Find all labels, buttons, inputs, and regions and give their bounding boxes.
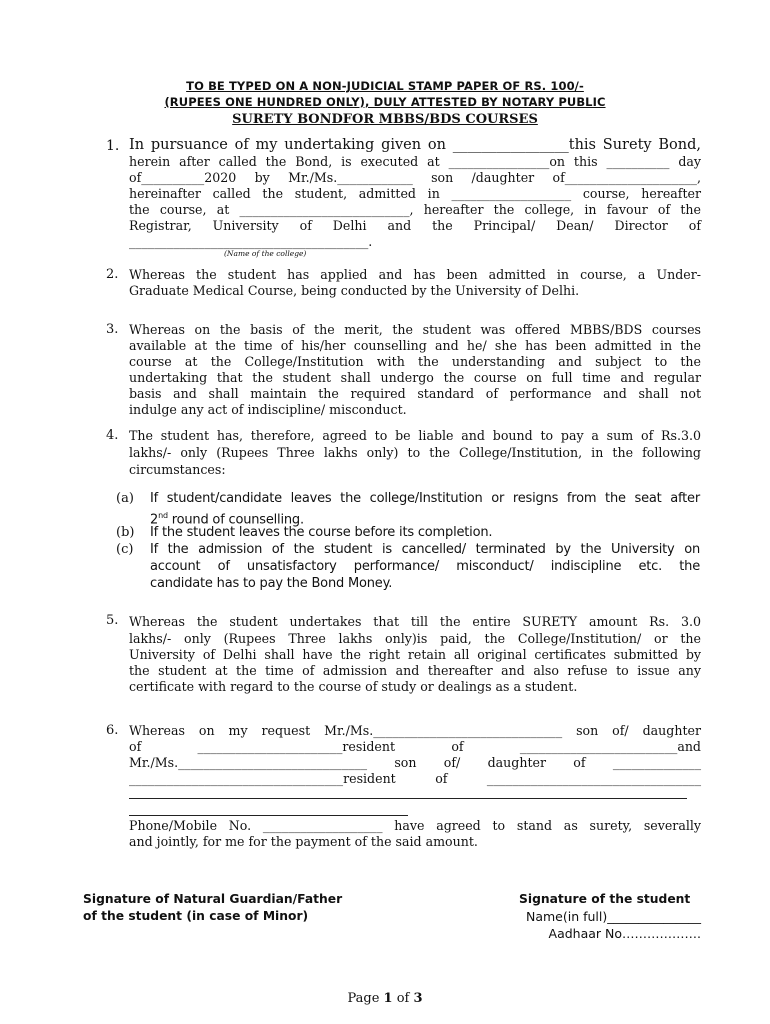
guardian-signature-sublabel: of the student (in case of Minor) xyxy=(83,909,309,923)
clause-3-line: indulge any act of indiscipline/ misconduct. xyxy=(129,402,407,417)
clause-1-line: herein after called the Bond, is executed at ________________on this __________ day xyxy=(129,154,701,169)
guardian-signature-label: Signature of Natural Guardian/Father xyxy=(83,892,343,906)
student-signature-label: Signature of the student xyxy=(519,892,691,906)
page-footer xyxy=(0,991,770,1006)
clause-4-line: The student has, therefore, agreed to be liable and bound to pay a sum of Rs.3.0 xyxy=(129,428,701,443)
page-number: 1 xyxy=(383,991,393,1006)
clause-5-line: lakhs/- only (Rupees Three lakhs only)is paid, the College/Institution/ or the xyxy=(129,631,701,646)
item-c-line: account of unsatisfactory performance/ misconduct/ indiscipline etc. the xyxy=(150,559,700,574)
page-total: 3 xyxy=(413,991,423,1006)
clause-5 xyxy=(129,613,701,695)
document-title: SURETY BONDFOR MBBS/BDS COURSES xyxy=(232,112,538,127)
blank-line xyxy=(129,815,408,816)
item-b xyxy=(150,524,700,541)
college-name-caption: (Name of the college) xyxy=(224,249,307,258)
item-c xyxy=(150,541,700,592)
clause-5-number: 5. xyxy=(106,613,119,628)
item-a-line: If student/candidate leaves the college/Institution or resigns from the seat after xyxy=(150,491,700,506)
clause-2 xyxy=(129,267,701,299)
clause-1-line: Registrar, University of Delhi and the Principal/ Dean/ Director of xyxy=(129,218,701,233)
clause-6 xyxy=(129,723,701,787)
clause-3-line: undertaking that the student shall undergo the course on full time and regular xyxy=(129,370,701,385)
item-c-label: (c) xyxy=(116,542,134,557)
clause-6-line: and jointly, for me for the payment of the said amount. xyxy=(129,834,478,849)
clause-4-number: 4. xyxy=(106,428,119,443)
clause-6-line: Mr./Ms.______________________________ son of/ daughter of ______________ xyxy=(129,755,701,770)
item-a-label: (a) xyxy=(116,491,134,506)
page-prefix: Page xyxy=(347,991,384,1006)
clause-5-line: Whereas the student undertakes that till the entire SURETY amount Rs. 3.0 xyxy=(129,614,701,629)
clause-6-end xyxy=(129,818,701,850)
item-b-line: If the student leaves the course before its completion. xyxy=(150,525,493,540)
clause-5-line: the student at the time of admission and thereafter and also refuse to issue any xyxy=(129,663,701,678)
clause-1-line: the course, at ___________________________, hereafter the college, in favour of the xyxy=(129,202,701,217)
clause-2-number: 2. xyxy=(106,267,119,282)
clause-1 xyxy=(129,137,701,250)
item-b-label: (b) xyxy=(116,525,135,540)
item-c-line: If the admission of the student is cancelled/ terminated by the University on xyxy=(150,542,700,557)
item-a xyxy=(150,490,700,528)
clause-4-line: lakhs/- only (Rupees Three lakhs only) to the College/Institution, in the following xyxy=(129,445,701,460)
clause-4-line: circumstances: xyxy=(129,462,226,477)
clause-3 xyxy=(129,322,701,418)
clause-3-number: 3. xyxy=(106,322,119,337)
clause-2-line: Graduate Medical Course, being conducted by the University of Delhi. xyxy=(129,283,580,298)
clause-6-number: 6. xyxy=(106,723,119,738)
clause-6-line: Whereas on my request Mr./Ms.______________________________ son of/ daughter xyxy=(129,723,701,738)
item-c-line: candidate has to pay the Bond Money. xyxy=(150,576,393,591)
page-of: of xyxy=(392,991,414,1006)
clause-2-line: Whereas the student has applied and has been admitted in course, a Under- xyxy=(129,267,701,282)
clause-1-line: ______________________________________. xyxy=(129,234,373,249)
item-a-line: 2nd round of counselling. xyxy=(150,511,304,528)
clause-3-line: course at the College/Institution with the understanding and subject to the xyxy=(129,354,701,369)
clause-6-line: of _______________________resident of _________________________and xyxy=(129,739,701,754)
clause-4 xyxy=(129,427,701,478)
guardian-signature-block xyxy=(83,891,342,925)
clause-3-line: basis and shall maintain the required standard of performance and shall not xyxy=(129,386,701,401)
student-name-field: Name(in full)_______________ xyxy=(525,909,701,924)
blank-line xyxy=(129,798,687,799)
clause-6-line: __________________________________resident of __________________________________ xyxy=(129,771,701,786)
aadhaar-field: Aadhaar No………………. xyxy=(548,926,701,941)
header-line-1: TO BE TYPED ON A NON-JUDICIAL STAMP PAPER OF RS. 100/- xyxy=(186,79,584,93)
clause-1-line: hereinafter called the student, admitted in ___________________ course, hereafter xyxy=(129,186,701,201)
clause-5-line: certificate with regard to the course of study or dealings as a student. xyxy=(129,679,578,694)
clause-3-line: Whereas on the basis of the merit, the student was offered MBBS/BDS courses xyxy=(129,322,701,337)
clause-5-line: University of Delhi shall have the right retain all original certificates submitted by xyxy=(129,647,701,662)
clause-1-line: of__________2020 by Mr./Ms.____________ son /daughter of_____________________, xyxy=(129,170,701,185)
header-line-2: (RUPEES ONE HUNDRED ONLY), DULY ATTESTED BY NOTARY PUBLIC xyxy=(164,95,606,109)
clause-3-line: available at the time of his/her counselling and he/ she has been admitted in the xyxy=(129,338,701,353)
clause-1-line: In pursuance of my undertaking given on ________________this Surety Bond, xyxy=(129,137,701,153)
clause-1-number: 1. xyxy=(106,138,120,154)
clause-6-line: Phone/Mobile No. ___________________ have agreed to stand as surety, severally xyxy=(129,818,701,833)
